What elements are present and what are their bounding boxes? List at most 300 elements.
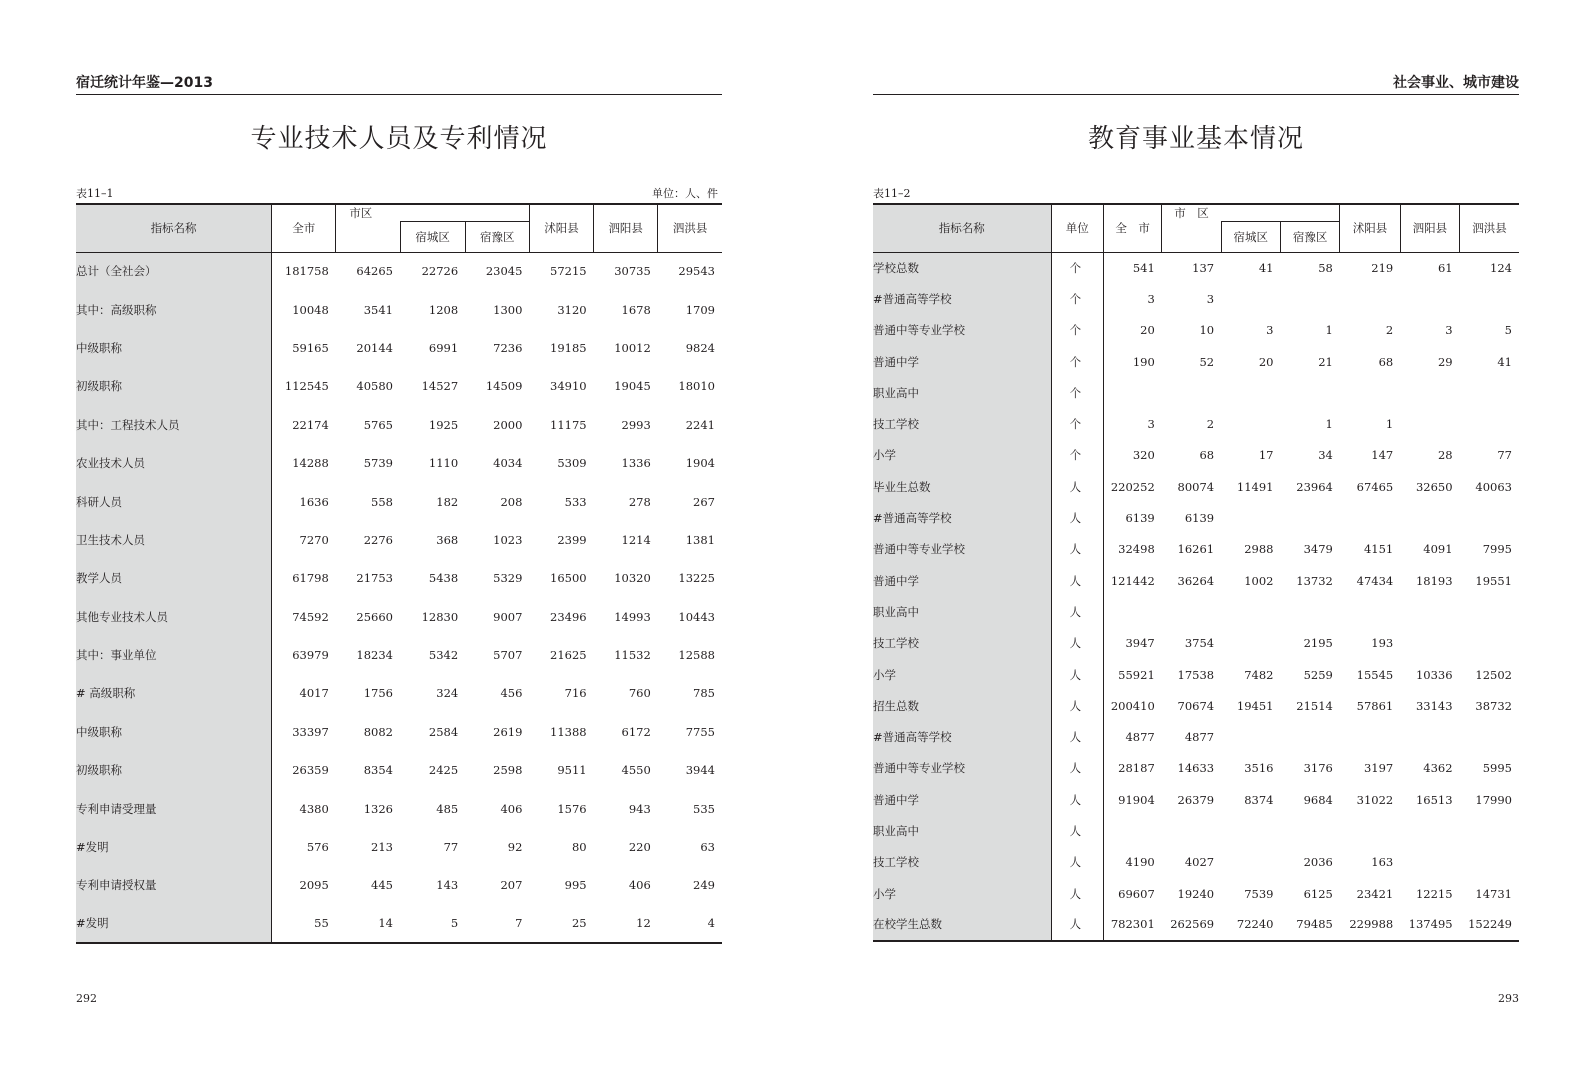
row-unit: 人	[1051, 565, 1103, 596]
table-cell: 20	[1258, 354, 1274, 369]
table-cell	[1400, 502, 1459, 533]
table-cell: 1002	[1244, 573, 1274, 588]
table-cell	[1460, 815, 1519, 846]
table-cell: 576	[306, 840, 329, 855]
table-number-right: 表11–2	[873, 187, 911, 200]
table-cell: 19551	[1475, 573, 1512, 588]
header-sihong-right: 泗洪县	[1460, 204, 1519, 252]
row-label: #普通高等学校	[873, 721, 1051, 752]
table-cell: 52	[1199, 354, 1215, 369]
table-cell: 4877	[1125, 730, 1155, 745]
row-label: #发明	[76, 828, 272, 866]
table-cell: 2195	[1303, 636, 1333, 651]
table-cell: 12830	[421, 609, 459, 624]
table-cell	[1460, 628, 1519, 659]
table-cell: 4	[658, 905, 722, 943]
table-cell: 10012	[614, 340, 651, 355]
table-cell: 3479	[1303, 542, 1333, 557]
table-cell: 2993	[621, 417, 651, 432]
row-label: #普通高等学校	[873, 502, 1051, 533]
table-cell: 1214	[621, 532, 651, 547]
table-cell: 18234	[356, 648, 393, 663]
table-cell: 31022	[1356, 792, 1394, 807]
table-cell: 16500	[550, 571, 587, 586]
table-cell: 47434	[1356, 573, 1394, 588]
table-row	[76, 367, 722, 405]
row-unit: 人	[1051, 596, 1103, 627]
table-row	[873, 596, 1519, 627]
table-cell: 28187	[1118, 761, 1155, 776]
table-cell: 4091	[1423, 542, 1453, 557]
table-cell: 163	[1371, 855, 1394, 870]
table-cell: 320	[1132, 448, 1155, 463]
table-row	[873, 565, 1519, 596]
table-cell: 28	[1437, 448, 1453, 463]
table-cell: 278	[628, 494, 651, 509]
row-label: 中级职称	[76, 713, 272, 751]
table-cell: 8374	[1244, 792, 1274, 807]
table-cell: 220	[628, 840, 651, 855]
table-cell: 13732	[1296, 573, 1333, 588]
table-cell	[1103, 377, 1161, 408]
header-suyu-right: 宿豫区	[1280, 221, 1339, 252]
table-row	[873, 753, 1519, 784]
table-cell	[1280, 815, 1339, 846]
header-sihong: 泗洪县	[658, 204, 722, 252]
row-label: # 高级职称	[76, 674, 272, 712]
table-cell: 249	[693, 878, 715, 893]
header-suyu: 宿豫区	[465, 221, 529, 252]
table-cell: 4027	[1184, 855, 1215, 870]
table-cell: 6139	[1184, 511, 1215, 526]
table-cell: 26359	[292, 763, 329, 778]
table-cell	[1400, 847, 1459, 878]
row-unit: 个	[1051, 408, 1103, 439]
table-row	[76, 866, 722, 904]
table-cell: 34910	[550, 379, 587, 394]
row-label: 在校学生总数	[873, 909, 1051, 940]
table-cell: 11532	[614, 648, 651, 663]
table-cell: 40063	[1475, 479, 1512, 494]
table-cell: 535	[693, 801, 715, 816]
table-cell: 782301	[1103, 909, 1161, 940]
table-cell: 19451	[1236, 698, 1274, 713]
table-row	[76, 252, 722, 290]
table-cell: 207	[500, 878, 523, 893]
table-cell	[1221, 283, 1280, 314]
table-row	[873, 721, 1519, 752]
table-cell: 2988	[1244, 542, 1274, 557]
table-cell: 143	[436, 878, 459, 893]
table-cell: 41	[1497, 354, 1512, 369]
table-row	[873, 315, 1519, 346]
table-cell: 64265	[356, 264, 393, 279]
table-cell: 4380	[299, 801, 329, 816]
table-row	[76, 290, 722, 328]
table-row	[873, 252, 1519, 283]
table-cell: 4550	[621, 763, 651, 778]
table-cell: 11388	[550, 724, 587, 739]
table-cell	[1221, 847, 1280, 878]
table-cell: 220252	[1110, 479, 1155, 494]
table-cell	[1103, 596, 1161, 627]
table-cell: 2000	[493, 417, 523, 432]
table-row	[873, 471, 1519, 502]
table-cell	[1460, 721, 1519, 752]
table-cell: 12502	[1475, 667, 1512, 682]
table-row	[873, 408, 1519, 439]
table-cell: 12	[594, 905, 658, 943]
table-cell: 61	[1437, 260, 1453, 275]
table-cell: 1678	[621, 302, 651, 317]
table-cell: 38732	[1475, 698, 1512, 713]
header-siyang-right: 泗阳县	[1400, 204, 1459, 252]
row-label: #发明	[76, 905, 272, 943]
row-label: 普通中等专业学校	[873, 315, 1051, 346]
table-cell: 8082	[363, 724, 393, 739]
table-cell: 6139	[1125, 511, 1155, 526]
header-unit: 单位	[1051, 204, 1103, 252]
table-cell	[1460, 596, 1519, 627]
table-cell: 3754	[1184, 636, 1215, 651]
table-cell: 61798	[292, 571, 329, 586]
table-cell: 67465	[1356, 479, 1394, 494]
table-cell: 4190	[1125, 855, 1155, 870]
table-cell: 5438	[428, 571, 459, 586]
table-cell: 5739	[363, 456, 393, 471]
table-cell: 25660	[356, 609, 393, 624]
table-cell: 36264	[1177, 573, 1215, 588]
row-unit: 个	[1051, 440, 1103, 471]
table-cell: 80	[571, 840, 587, 855]
table-cell: 69607	[1118, 886, 1155, 901]
table-cell: 3	[1206, 291, 1215, 306]
table-cell: 63	[700, 840, 715, 855]
header-sucheng-right: 宿城区	[1221, 221, 1280, 252]
table-cell: 22726	[421, 264, 459, 279]
table-row	[873, 534, 1519, 565]
row-unit: 个	[1051, 346, 1103, 377]
table-cell: 2276	[363, 532, 393, 547]
table-row	[76, 636, 722, 674]
table-cell: 3197	[1363, 761, 1394, 776]
table-cell: 943	[628, 801, 651, 816]
row-label: 普通中学	[873, 346, 1051, 377]
table-row	[873, 878, 1519, 909]
table-cell: 147	[1371, 448, 1394, 463]
table-cell	[1221, 408, 1280, 439]
table-cell: 77	[443, 840, 459, 855]
tech-personnel-table	[76, 203, 722, 944]
table-cell: 541	[1132, 260, 1155, 275]
table-cell: 1	[1325, 417, 1333, 432]
table-cell: 14993	[614, 609, 651, 624]
table-cell: 9684	[1303, 792, 1333, 807]
table-cell	[1400, 628, 1459, 659]
table-cell: 1023	[493, 532, 523, 547]
table-row	[873, 659, 1519, 690]
table-row	[76, 559, 722, 597]
row-unit: 人	[1051, 471, 1103, 502]
right-page	[873, 0, 1519, 1077]
table-cell: 5707	[493, 648, 523, 663]
table-cell: 21625	[550, 648, 587, 663]
header-indicator-right: 指标名称	[873, 204, 1051, 252]
table-cell	[1340, 815, 1400, 846]
page-number-right: 293	[1498, 992, 1519, 1005]
table-cell: 2095	[299, 878, 329, 893]
table-cell: 33143	[1415, 698, 1453, 713]
table-cell: 112545	[284, 379, 329, 394]
row-label: 专利申请授权量	[76, 866, 272, 904]
table-cell	[1280, 502, 1339, 533]
header-indicator: 指标名称	[76, 204, 272, 252]
row-unit: 人	[1051, 815, 1103, 846]
row-unit: 人	[1051, 690, 1103, 721]
table-cell: 124	[1490, 260, 1512, 275]
header-urban-right: 市 区	[1162, 204, 1340, 221]
table-cell: 1925	[428, 417, 459, 432]
row-label: 其他专业技术人员	[76, 598, 272, 636]
table-row	[873, 628, 1519, 659]
table-cell: 1756	[363, 686, 393, 701]
table-row	[76, 713, 722, 751]
table-cell: 1	[1325, 323, 1333, 338]
row-label: 专利申请受理量	[76, 789, 272, 827]
row-unit: 人	[1051, 534, 1103, 565]
header-shuyang-right: 沭阳县	[1340, 204, 1400, 252]
table-cell: 3541	[363, 302, 393, 317]
table-cell: 10	[1199, 323, 1215, 338]
table-cell: 6172	[621, 724, 651, 739]
row-label: 小学	[873, 659, 1051, 690]
table-cell: 2	[1206, 417, 1215, 432]
table-cell: 20	[1140, 323, 1155, 338]
table-cell: 2598	[493, 763, 523, 778]
table-cell: 13225	[678, 571, 715, 586]
table-cell: 29	[1437, 354, 1453, 369]
table-row	[873, 346, 1519, 377]
table-row	[873, 283, 1519, 314]
table-cell: 40580	[356, 379, 393, 394]
table-cell: 9007	[493, 609, 523, 624]
row-unit: 人	[1051, 502, 1103, 533]
table-cell	[1103, 815, 1161, 846]
table-cell: 4034	[493, 456, 523, 471]
table-cell: 1326	[363, 801, 393, 816]
table-cell: 2241	[685, 417, 715, 432]
table-cell: 74592	[292, 609, 329, 624]
row-unit: 人	[1051, 721, 1103, 752]
table-cell: 3947	[1125, 636, 1155, 651]
table-cell: 1300	[493, 302, 523, 317]
header-shuyang: 沭阳县	[529, 204, 593, 252]
table-cell: 219	[1371, 260, 1394, 275]
table-cell: 59165	[292, 340, 329, 355]
row-unit: 人	[1051, 909, 1103, 940]
table-cell: 1636	[299, 494, 329, 509]
table-row	[873, 815, 1519, 846]
table-cell: 25	[529, 905, 593, 943]
row-unit: 个	[1051, 252, 1103, 283]
table-cell	[1280, 596, 1339, 627]
table-cell: 70674	[1177, 698, 1215, 713]
table-row	[873, 784, 1519, 815]
table-cell: 7482	[1244, 667, 1274, 682]
table-cell: 7995	[1482, 542, 1512, 557]
header-urban: 市区	[336, 204, 530, 221]
table-cell: 21	[1318, 354, 1333, 369]
row-label: 招生总数	[873, 690, 1051, 721]
table-cell	[1162, 815, 1221, 846]
header-city: 全市	[272, 204, 336, 252]
table-cell: 57861	[1356, 698, 1394, 713]
table-cell: 2584	[428, 724, 459, 739]
table-cell: 77	[1497, 448, 1512, 463]
table-cell	[1162, 377, 1221, 408]
row-unit: 人	[1051, 659, 1103, 690]
table-cell	[1340, 377, 1400, 408]
table-cell: 23421	[1356, 886, 1394, 901]
row-label: 总计（全社会）	[76, 252, 272, 290]
table-cell: 33397	[292, 724, 329, 739]
table-cell: 1381	[685, 532, 715, 547]
table-meta-right	[873, 186, 1519, 202]
table-row	[76, 406, 722, 444]
row-label: 其中：工程技术人员	[76, 406, 272, 444]
table-cell: 3516	[1244, 761, 1274, 776]
table-cell: 7270	[299, 532, 329, 547]
row-label: 职业高中	[873, 815, 1051, 846]
table-cell	[1400, 408, 1459, 439]
row-unit: 人	[1051, 628, 1103, 659]
row-label: 技工学校	[873, 847, 1051, 878]
table-cell: 193	[1371, 636, 1394, 651]
table-cell: 12588	[678, 648, 715, 663]
table-cell: 72240	[1221, 909, 1280, 940]
table-cell: 18193	[1415, 573, 1453, 588]
table-cell	[1221, 377, 1280, 408]
table-cell: 4877	[1184, 730, 1215, 745]
table-cell: 995	[564, 878, 587, 893]
table-cell: 58	[1318, 260, 1333, 275]
table-cell: 558	[371, 494, 393, 509]
header-city-right: 全 市	[1103, 204, 1161, 252]
table-row	[873, 440, 1519, 471]
table-cell: 760	[628, 686, 651, 701]
row-unit: 人	[1051, 847, 1103, 878]
header-siyang: 泗阳县	[594, 204, 658, 252]
table-row	[76, 674, 722, 712]
table-cell: 2036	[1303, 855, 1333, 870]
table-cell: 5	[1504, 323, 1512, 338]
table-cell: 7755	[685, 724, 715, 739]
row-unit: 人	[1051, 784, 1103, 815]
table-cell: 3944	[685, 763, 715, 778]
table-cell: 137495	[1400, 909, 1459, 940]
table-cell: 485	[436, 801, 459, 816]
table-cell: 2399	[557, 532, 587, 547]
table-cell: 91904	[1118, 792, 1155, 807]
table-cell: 23964	[1296, 479, 1333, 494]
table-cell	[1460, 847, 1519, 878]
table-cell: 4151	[1363, 542, 1394, 557]
table-cell: 23045	[485, 264, 523, 279]
table-cell: 2425	[428, 763, 459, 778]
table-row	[76, 482, 722, 520]
table-cell: 324	[436, 686, 459, 701]
table-cell: 29543	[678, 264, 715, 279]
table-cell: 5995	[1482, 761, 1512, 776]
row-label: 初级职称	[76, 367, 272, 405]
table-row	[873, 909, 1519, 940]
table-row	[873, 377, 1519, 408]
table-cell	[1340, 721, 1400, 752]
left-page	[76, 0, 722, 1077]
table-cell: 16513	[1415, 792, 1453, 807]
table-cell: 6125	[1303, 886, 1333, 901]
table-row	[76, 329, 722, 367]
table-cell: 63979	[292, 648, 329, 663]
table-cell: 22174	[292, 417, 329, 432]
table-cell: 68	[1378, 354, 1394, 369]
row-label: 毕业生总数	[873, 471, 1051, 502]
running-head-left: 宿迁统计年鉴—2013	[76, 74, 722, 95]
table-number-left: 表11–1	[76, 187, 114, 200]
table-cell: 6991	[428, 340, 459, 355]
table-cell: 5765	[363, 417, 393, 432]
row-label: 普通中等专业学校	[873, 753, 1051, 784]
row-unit: 人	[1051, 878, 1103, 909]
table-cell: 32498	[1118, 542, 1155, 557]
table-cell: 3	[1147, 417, 1155, 432]
table-cell	[1340, 283, 1400, 314]
table-title-right: 教育事业基本情况	[1087, 124, 1304, 154]
table-cell: 1208	[428, 302, 459, 317]
table-cell: 7539	[1244, 886, 1274, 901]
table-cell: 3	[1266, 323, 1274, 338]
table-cell: 208	[500, 494, 523, 509]
table-cell: 716	[564, 686, 587, 701]
table-cell	[1280, 721, 1339, 752]
table-cell: 267	[693, 494, 715, 509]
table-cell: 19185	[550, 340, 587, 355]
row-label: 技工学校	[873, 628, 1051, 659]
table-cell: 785	[693, 686, 715, 701]
table-cell: 9824	[685, 340, 715, 355]
table-cell	[1460, 283, 1519, 314]
row-label: #普通高等学校	[873, 283, 1051, 314]
table-row	[76, 905, 722, 943]
unit-label-left: 单位：人、件	[652, 187, 718, 200]
table-cell	[1460, 502, 1519, 533]
table-cell: 3176	[1303, 761, 1333, 776]
table-cell: 2619	[493, 724, 523, 739]
table-cell: 5329	[493, 571, 523, 586]
row-label: 职业高中	[873, 596, 1051, 627]
table-cell: 9511	[557, 763, 587, 778]
table-cell	[1221, 815, 1280, 846]
table-cell: 41	[1258, 260, 1274, 275]
table-cell	[1400, 283, 1459, 314]
table-cell: 181758	[284, 264, 329, 279]
table-row	[76, 751, 722, 789]
table-cell: 137	[1192, 260, 1215, 275]
table-cell: 21753	[356, 571, 393, 586]
table-cell: 19045	[614, 379, 651, 394]
table-cell: 26379	[1177, 792, 1215, 807]
table-cell	[1460, 377, 1519, 408]
